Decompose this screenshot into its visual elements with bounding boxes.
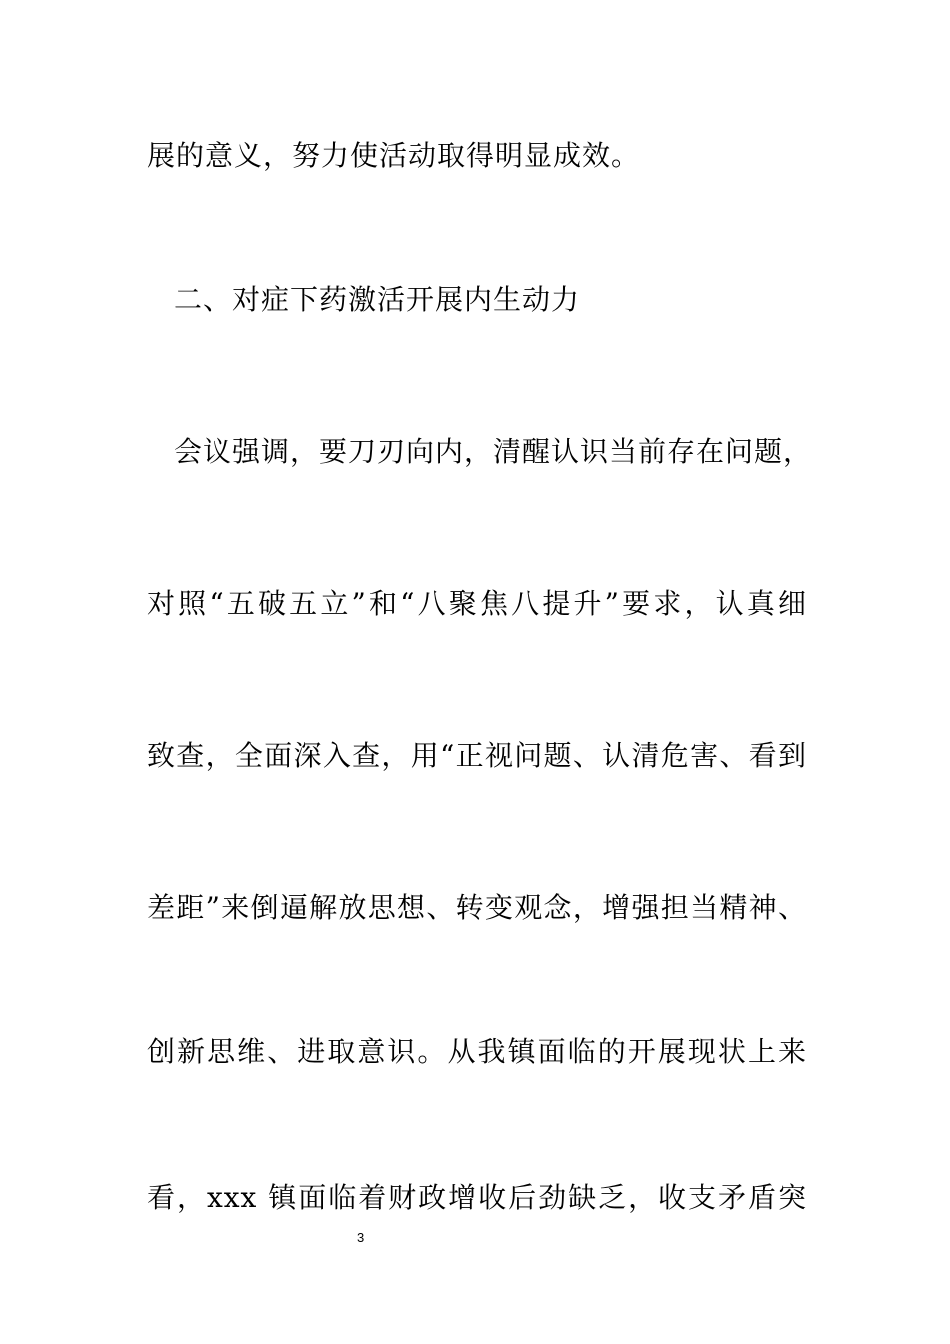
paragraph-line-7: 看，xxx 镇面临着财政增收后劲缺乏，收支矛盾突 xyxy=(147,1181,807,1214)
paragraph-line-1: 展的意义，努力使活动取得明显成效。 xyxy=(147,139,641,172)
paragraph-line-6: 创新思维、进取意识。从我镇面临的开展现状上来 xyxy=(147,1035,807,1068)
paragraph-line-3: 对照“五破五立”和“八聚焦八提升”要求，认真细 xyxy=(147,587,807,620)
section-heading: 二、对症下药激活开展内生动力 xyxy=(174,283,581,316)
page-number: 3 xyxy=(357,1230,365,1245)
paragraph-line-5: 差距”来倒逼解放思想、转变观念，增强担当精神、 xyxy=(147,891,807,924)
paragraph-line-4: 致查，全面深入查，用“正视问题、认清危害、看到 xyxy=(147,739,807,772)
paragraph-line-2: 会议强调，要刀刃向内，清醒认识当前存在问题， xyxy=(174,435,813,468)
